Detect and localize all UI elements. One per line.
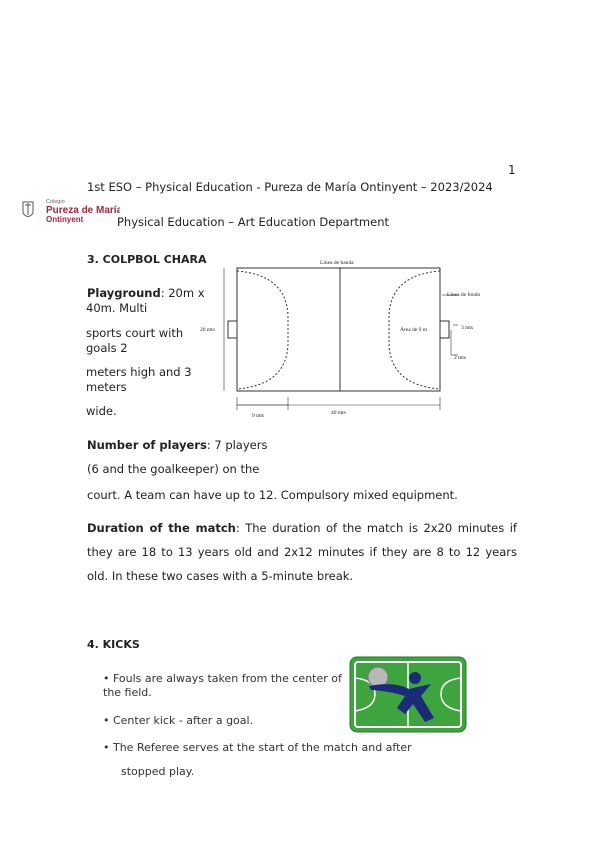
duration-text: : The duration of the match is 2x20 minutes if they are 18 to 13 years old and 2x12 minutes if they are 8 to 12 years old. In these two cases with a 5-minute break. — [87, 521, 517, 583]
label-linea-fondo: Línea de fondo — [447, 292, 481, 298]
svg-text:Pureza de María: Pureza de María — [46, 205, 120, 216]
duration-paragraph — [87, 516, 517, 588]
players-label: Number of players — [87, 438, 207, 452]
left-goal — [228, 321, 237, 338]
label-linea-banda: Línea de banda — [320, 260, 354, 266]
playground-line-4: goals 2 — [86, 341, 128, 355]
playground-label: Playground — [87, 286, 161, 300]
players-line-1: Number of players: 7 players — [87, 438, 268, 452]
colpbol-player-icon — [349, 656, 467, 733]
playground-paragraph — [87, 285, 205, 301]
section-3-heading: 3. COLPBOL CHARA — [87, 253, 207, 266]
header-course-line: 1st ESO – Physical Education - Pureza de María Ontinyent – 2023/2024 — [87, 180, 493, 194]
bullet-referee-line-1: • The Referee serves at the start of the match and after — [103, 741, 412, 754]
logo-crest-icon — [20, 196, 120, 226]
section-4-heading: 4. KICKS — [87, 638, 140, 651]
svg-text:Colegio: Colegio — [46, 199, 65, 205]
label-area: Área de 9 m — [400, 327, 428, 333]
bullet-referee-line-2: stopped play. — [121, 765, 195, 778]
playground-line-5: meters high and 3 — [86, 365, 192, 379]
left-goal-area — [237, 271, 288, 389]
header-department-line: Physical Education – Art Education Department — [117, 215, 390, 229]
players-line-3: court. A team can have up to 12. Compulsory mixed equipment. — [87, 488, 458, 502]
playground-line-1: : 20m x — [160, 286, 205, 300]
playground-line-7: wide. — [86, 404, 117, 418]
bullet-center-kick: • Center kick - after a goal. — [103, 714, 254, 727]
players-line-2: (6 and the goalkeeper) on the — [87, 462, 260, 476]
right-goal — [440, 321, 449, 338]
playground-line-6: meters — [86, 380, 127, 394]
colpbol-court-diagram — [196, 255, 496, 420]
label-goal-3: 3 mts — [461, 325, 474, 331]
label-bottom-9: 9 mts — [252, 413, 265, 419]
bullet-fouls: • Fouls are always taken from the center of the field. — [103, 672, 342, 699]
playground-line-3: sports court with — [86, 326, 184, 340]
svg-text:Ontinyent: Ontinyent — [46, 215, 84, 224]
playground-line-2: 40m. Multi — [86, 301, 148, 315]
label-bottom-40: 40 mts — [331, 410, 346, 416]
school-logo — [20, 196, 120, 226]
page-number: 1 — [508, 163, 516, 177]
label-side-20: 20 mts — [200, 327, 215, 333]
label-goal-2: 2 mts — [454, 355, 467, 361]
duration-label: Duration of the match — [87, 521, 236, 535]
